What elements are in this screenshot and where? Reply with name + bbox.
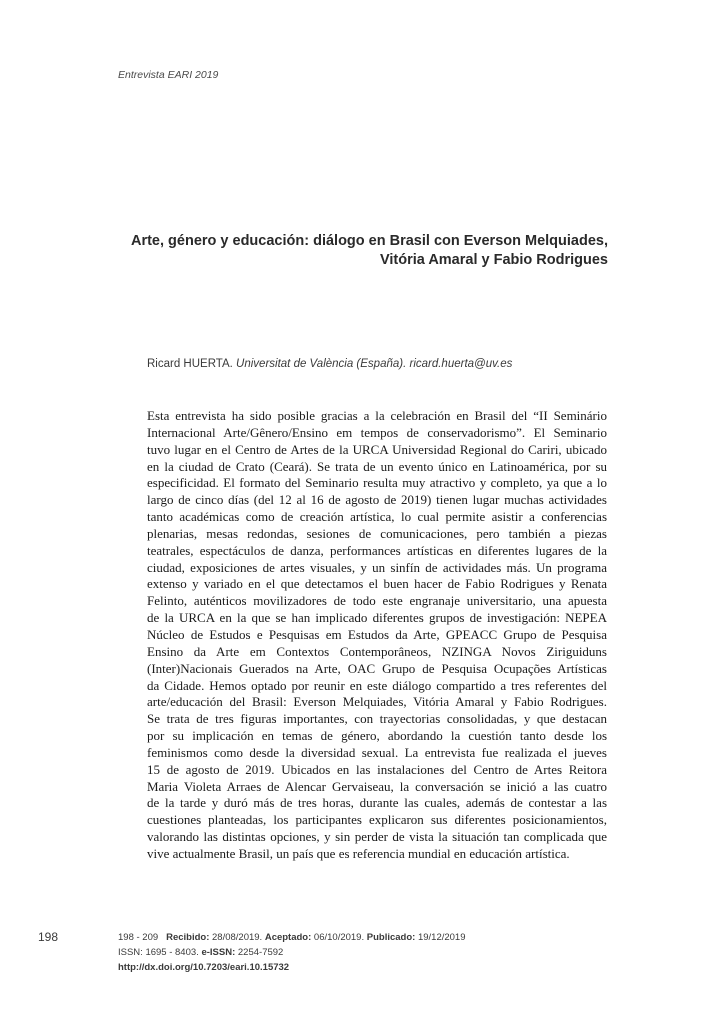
footer-pages: 198 - 209 — [118, 932, 159, 943]
body-line: (Inter)Nacionais Guerados na Arte, OAC Grupo de Pesquisa Ocupações Artísticas — [147, 660, 607, 676]
body-line: tanto académicas como de creación artística, lo cual permite asistir a conferencias — [147, 509, 607, 525]
accepted-label: Aceptado: — [264, 932, 312, 943]
body-line: Núcleo de Estudos e Pesquisas em Estudos da Arte, GPEACC Grupo de Pesquisa — [147, 626, 607, 642]
received-date: 28/08/2019. — [212, 932, 263, 943]
body-line: arte/educación del Brasil: Everson Melquiades, Vitória Amaral y Fabio Rodrigues. — [147, 694, 607, 710]
body-line: plenarias, mesas redondas, sesiones de comunicaciones, pero también a piezas — [147, 525, 607, 541]
footer-dates-line — [118, 930, 466, 945]
body-line: extenso y variado en el que detectamos el buen hacer de Fabio Rodrigues y Renata — [147, 576, 607, 592]
running-head: Entrevista EARI 2019 — [118, 69, 219, 81]
accepted-date: 06/10/2019. — [313, 932, 365, 943]
issn: ISSN: 1695 - 8403. — [118, 947, 199, 958]
body-line: largo de cinco días (del 12 al 16 de agosto de 2019) tienen lugar muchas actividades — [147, 492, 607, 508]
body-line: Internacional Arte/Gênero/Ensino em tempos de conservadorismo”. El Seminario — [147, 424, 607, 440]
body-line: 15 de agosto de 2019. Ubicados en las instalaciones del Centro de Artes Reitora — [147, 761, 607, 777]
body-line: ciudad, exposiciones de artes visuales, y un sinfín de actividades más. Un programa — [147, 559, 607, 575]
body-line: valorando las distintas opciones, y sin perder de vista la situación tan complicada que — [147, 829, 607, 845]
page-number: 198 — [38, 930, 59, 944]
author-name: Ricard HUERTA. — [147, 358, 233, 370]
article-title — [88, 232, 608, 270]
body-line: vive actualmente Brasil, un país que es referencia mundial en educación artística. — [147, 845, 570, 861]
body-line: tuvo lugar en el Centro de Artes de la URCA Universidad Regional do Cariri, ubicado — [147, 441, 607, 457]
published-date: 19/12/2019 — [417, 932, 466, 943]
body-line: en la ciudad de Crato (Ceará). Se trata de un evento único en Latinoamérica, por su — [147, 458, 607, 474]
body-line: Felinto, auténticos movilizadores de todo este engranaje universitario, una apuesta — [147, 593, 607, 609]
received-label: Recibido: — [166, 932, 210, 943]
footer-metadata — [118, 930, 466, 975]
eissn: 2254-7592 — [237, 947, 284, 958]
body-line: Maria Violeta Arraes de Alencar Gervaiseau, la conversación se inició a las cuatro — [147, 778, 607, 794]
article-title-line-1: Arte, género y educación: diálogo en Brasil con Everson Melquiades, — [130, 233, 608, 249]
body-line: feminismos como desde la diversidad sexual. La entrevista fue realizada el jueves — [147, 744, 607, 760]
body-line: Esta entrevista ha sido posible gracias a la celebración en Brasil del “II Seminário — [147, 408, 607, 423]
body-line: da Cidade. Hemos optado por reunir en este diálogo compartido a tres referentes del — [147, 677, 607, 693]
doi-link[interactable]: http://dx.doi.org/10.7203/eari.10.15732 — [118, 962, 290, 973]
body-line: teatrales, espectáculos de danza, performances artísticas en diferentes lugares de la — [147, 542, 607, 558]
article-title-line-2: Vitória Amaral y Fabio Rodrigues — [379, 252, 608, 268]
footer-issn-line — [118, 945, 466, 960]
author-line — [147, 358, 512, 370]
eissn-label: e-ISSN: — [201, 947, 236, 958]
body-line: por su implicación en temas de género, abordando la cuestión tanto desde los — [147, 728, 607, 744]
body-line: especificidad. El formato del Seminario resulta muy atractivo y completo, ya que a lo — [147, 475, 607, 491]
body-line: Ensino da Arte em Contextos Contemporâneos, NZINGA Novos Ziriguiduns — [147, 643, 607, 659]
author-affiliation: Universitat de València (España). ricard.huerta@uv.es — [236, 358, 513, 370]
published-label: Publicado: — [366, 932, 416, 943]
body-line: de la URCA en la que se han implicado diferentes grupos de investigación: NEPEA — [147, 610, 607, 626]
body-line: Se trata de tres figuras importantes, con trayectorias consolidadas, y que destacan — [147, 711, 607, 727]
body-paragraph — [147, 408, 607, 863]
body-line: cuestiones planteadas, los participantes explicaron sus diferentes posicionamientos, — [147, 812, 607, 828]
body-line: de la tarde y duró más de tres horas, durante las cuales, además de contestar a las — [147, 795, 607, 811]
